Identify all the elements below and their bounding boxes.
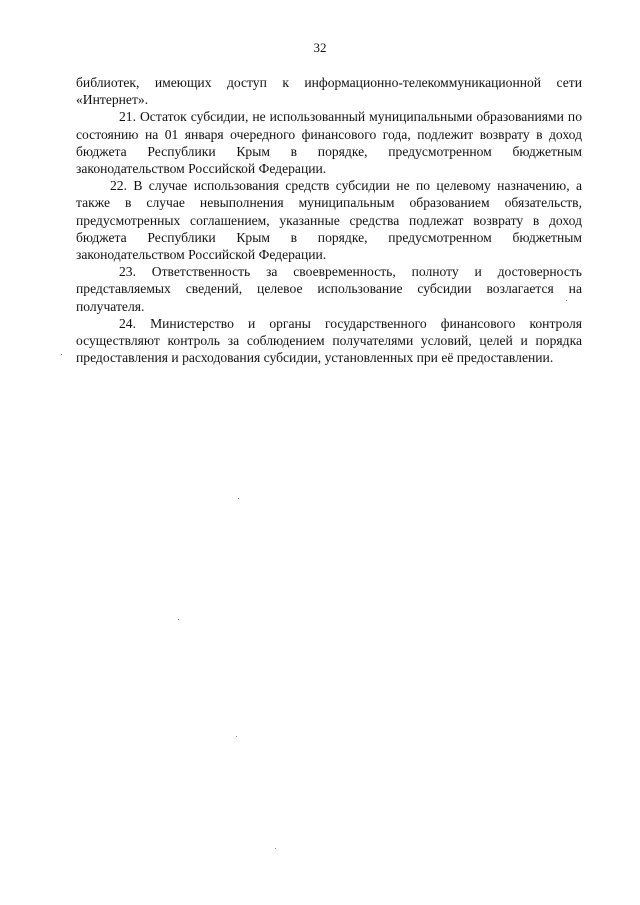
paragraph-item-24: 24. Министерство и органы государственного финансового контроля осуществляют контроль за соблюдением получателями условий, целей и порядка предоставления и расходования субсидии, установленных при её предоставлении. (76, 315, 582, 366)
scan-speck (178, 619, 179, 620)
scan-speck (236, 736, 237, 737)
paragraph-item-22: 22. В случае использования средств субсидии не по целевому назначению, а также в случае невыполнения муниципальным образованием обязательств, предусмотренных соглашением, указанные средства подлежат возврату в доход бюджета Республики Крым в порядке, предусмотренном бюджетным законодательством Российской Федерации. (76, 178, 582, 263)
scan-speck (275, 848, 276, 849)
paragraph-item-21: 21. Остаток субсидии, не использованный муниципальными образованиями по состоянию на 01 января очередного финансового года, подлежит возврату в доход бюджета Республики Крым в порядке, предусмотренном бюджетным законодательством Российской Федерации. (76, 109, 582, 177)
page-number: 32 (313, 40, 327, 55)
scan-speck (566, 300, 567, 301)
paragraph-item-23: 23. Ответственность за своевременность, полноту и достоверность представляемых сведений, целевое использование субсидии возлагается на получателя. (76, 264, 582, 314)
document-body (76, 74, 582, 366)
scan-speck (61, 354, 62, 355)
paragraph-continuation: библиотек, имеющих доступ к информационно-телекоммуникационной сети «Интернет». (76, 75, 582, 108)
scan-speck (238, 498, 239, 499)
